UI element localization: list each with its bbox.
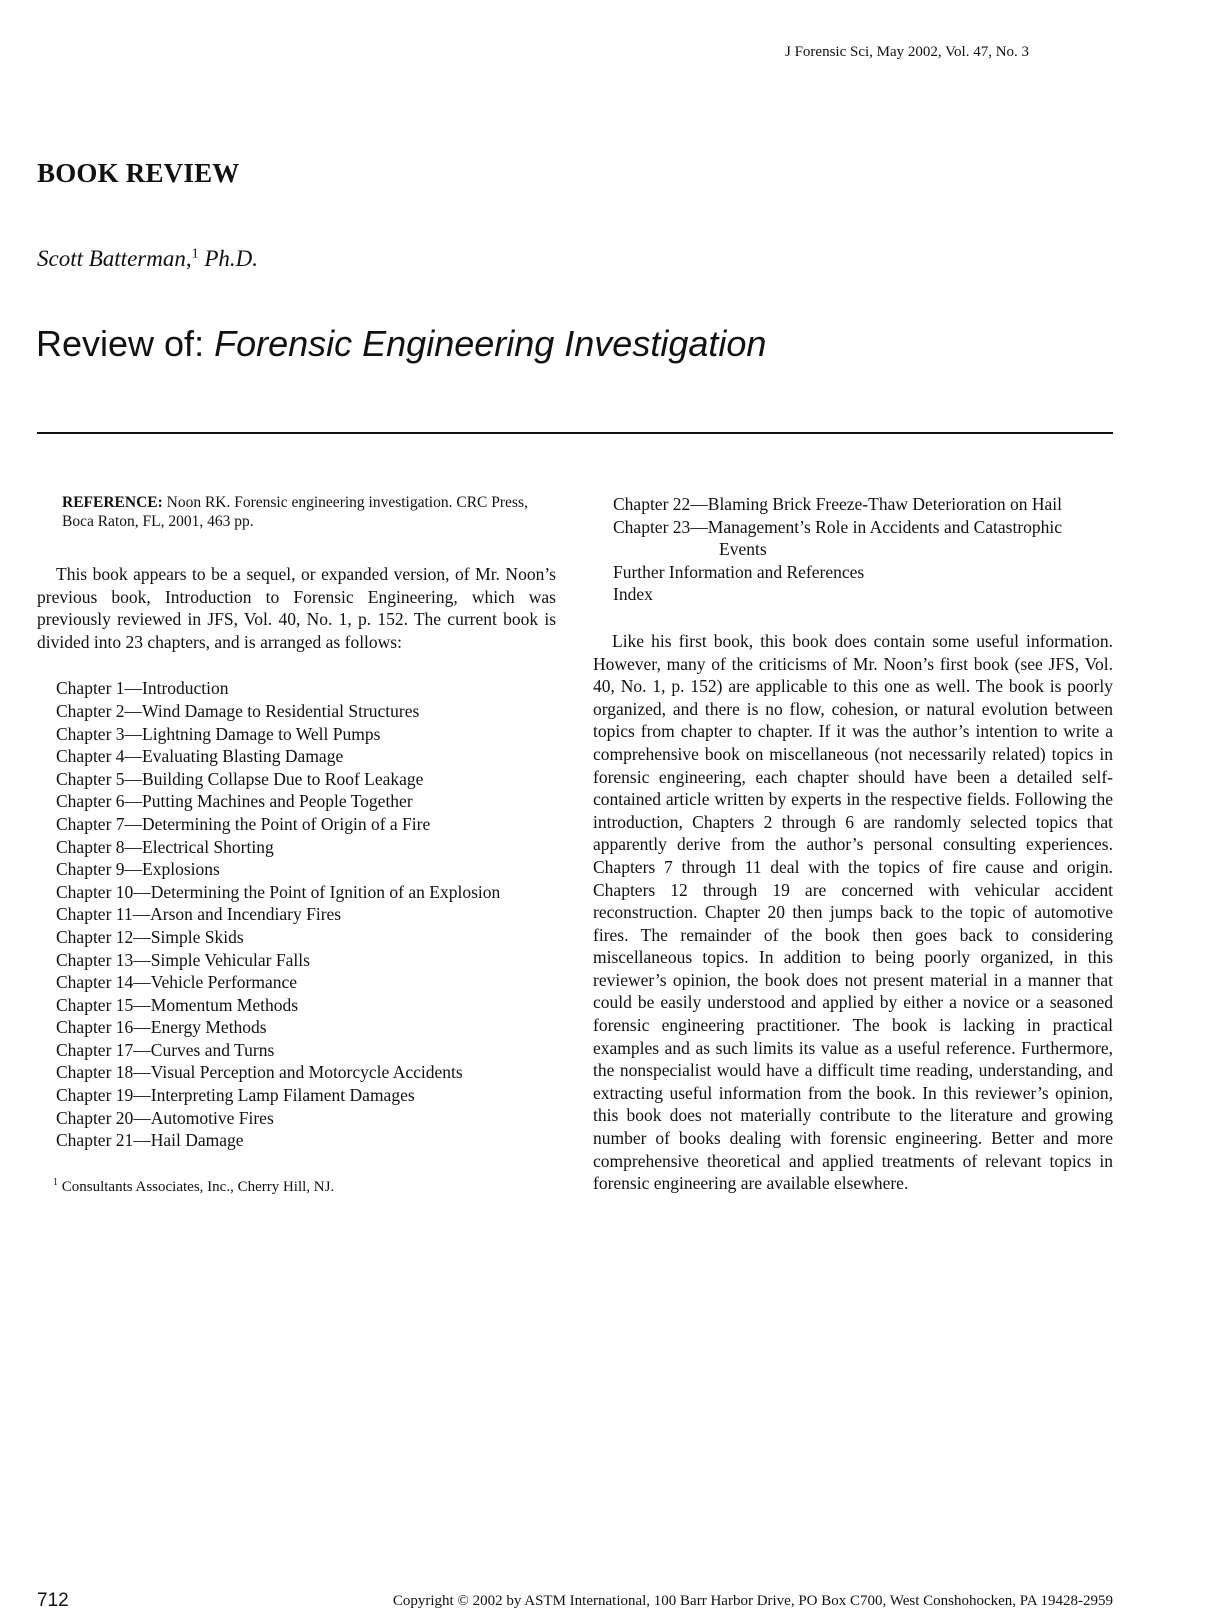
- chapter-item: Chapter 11—Arson and Incendiary Fires: [56, 904, 342, 925]
- chapter-item: Chapter 10—Determining the Point of Ignition of an Explosion: [56, 881, 501, 902]
- chapter-item: Chapter 7—Determining the Point of Origin of a Fire: [56, 813, 431, 834]
- author-footnote-mark: 1: [191, 246, 199, 262]
- title-divider: [37, 432, 1113, 434]
- chapter-item: Chapter 14—Vehicle Performance: [56, 972, 298, 993]
- chapter-item: Chapter 3—Lightning Damage to Well Pumps: [56, 723, 381, 744]
- review-paragraph: Like his first book, this book does contain some useful information. However, many of the criticisms of Mr. Noon’s first book (see JFS, Vol. 40, No. 1, p. 152) are applicable to this one as well. The book is poorly organized, and there is no flow, cohesion, or natural evolution between topics from chapter to chapter. If it was the author’s intention to write a comprehensive book on miscellaneous (not necessarily related) topics in forensic engineering, each chapter should have been a detailed self-contained article written by experts in the respective fields. Following the introduction, Chapters 2 through 6 are randomly selected topics that apparently derive from the author’s personal consulting experiences. Chapters 7 through 11 deal with the topics of fire cause and origin. Chapters 12 through 19 are concerned with vehicular accident reconstruction. Chapter 20 then jumps back to the topic of automotive fires. The remainder of the book then goes back to considering miscellaneous topics. In addition to being poorly organized, in this reviewer’s opinion, the book does not present material in a manner that could be easily understood and applied by either a novice or a seasoned forensic engineering practitioner. The book is lacking in practical examples and as such limits its value as a useful reference. Furthermore, the nonspecialist would have a difficult time reading, understanding, and extracting useful information from the book. In this reviewer’s opinion, this book does not materially contribute to the literature and growing number of books dealing with forensic engineering. Better and more comprehensive theoretical and applied treatments of relevant topics in forensic engineering are available elsewhere.: [593, 630, 1113, 1194]
- chapter-item: Chapter 22—Blaming Brick Freeze-Thaw Deterioration on Hail: [613, 494, 1063, 514]
- reference-text: Noon RK. Forensic engineering investigation. CRC Press, Boca Raton, FL, 2001, 463 pp.: [62, 494, 528, 530]
- chapter-list-right: [613, 493, 1113, 606]
- author-degree: Ph.D.: [204, 246, 259, 271]
- title-prefix: Review of:: [36, 323, 205, 364]
- chapter-item: Chapter 12—Simple Skids: [56, 926, 244, 947]
- copyright-line: Copyright © 2002 by ASTM International, 100 Barr Harbor Drive, PO Box C700, West Conshohocken, PA 19428-2959: [392, 1593, 1113, 1609]
- footnote-text: Consultants Associates, Inc., Cherry Hill, NJ.: [61, 1178, 335, 1195]
- chapter-item: Chapter 19—Interpreting Lamp Filament Damages: [56, 1085, 415, 1106]
- chapter-item: Chapter 4—Evaluating Blasting Damage: [56, 746, 344, 767]
- title-book-name: Forensic Engineering Investigation: [214, 323, 767, 364]
- section-title: BOOK REVIEW: [37, 158, 240, 188]
- reference-block: [62, 493, 556, 531]
- author-name: Scott Batterman,: [37, 246, 192, 271]
- chapter-item: Chapter 21—Hail Damage: [56, 1130, 244, 1151]
- chapter-list-left: [56, 677, 556, 1151]
- footnote-mark: 1: [53, 1176, 58, 1188]
- chapter-item: Chapter 1—Introduction: [56, 678, 229, 699]
- chapter-item: Chapter 13—Simple Vehicular Falls: [56, 949, 310, 970]
- chapter-item: Chapter 15—Momentum Methods: [56, 994, 299, 1015]
- chapter-item: Chapter 5—Building Collapse Due to Roof Leakage: [56, 768, 424, 789]
- chapter-item: Chapter 17—Curves and Turns: [56, 1039, 275, 1060]
- journal-citation: J Forensic Sci, May 2002, Vol. 47, No. 3: [785, 44, 1030, 60]
- chapter-item: Chapter 23—Management’s Role in Accidents and Catastrophic Events: [613, 516, 1063, 560]
- author-line: [37, 246, 258, 272]
- chapter-item: Chapter 16—Energy Methods: [56, 1017, 267, 1038]
- right-column: [593, 493, 1113, 1195]
- left-column: [37, 493, 556, 1198]
- chapter-item: Chapter 18—Visual Perception and Motorcycle Accidents: [56, 1062, 463, 1083]
- reference-label: REFERENCE:: [62, 494, 163, 511]
- article-title: [36, 323, 766, 365]
- intro-paragraph: This book appears to be a sequel, or expanded version, of Mr. Noon’s previous book, Introduction to Forensic Engineering, which was previously reviewed in JFS, Vol. 40, No. 1, p. 152. The current book is divided into 23 chapters, and is arranged as follows:: [37, 564, 556, 652]
- chapter-item: Chapter 8—Electrical Shorting: [56, 836, 274, 857]
- footnote: [53, 1176, 556, 1199]
- chapter-item: Further Information and References: [613, 561, 865, 582]
- chapter-item: Chapter 20—Automotive Fires: [56, 1107, 274, 1128]
- chapter-item: Chapter 6—Putting Machines and People Together: [56, 791, 413, 812]
- chapter-item: Chapter 2—Wind Damage to Residential Structures: [56, 700, 420, 721]
- chapter-item: Index: [613, 584, 653, 605]
- chapter-item: Chapter 9—Explosions: [56, 859, 220, 880]
- page-number: 712: [37, 1590, 69, 1611]
